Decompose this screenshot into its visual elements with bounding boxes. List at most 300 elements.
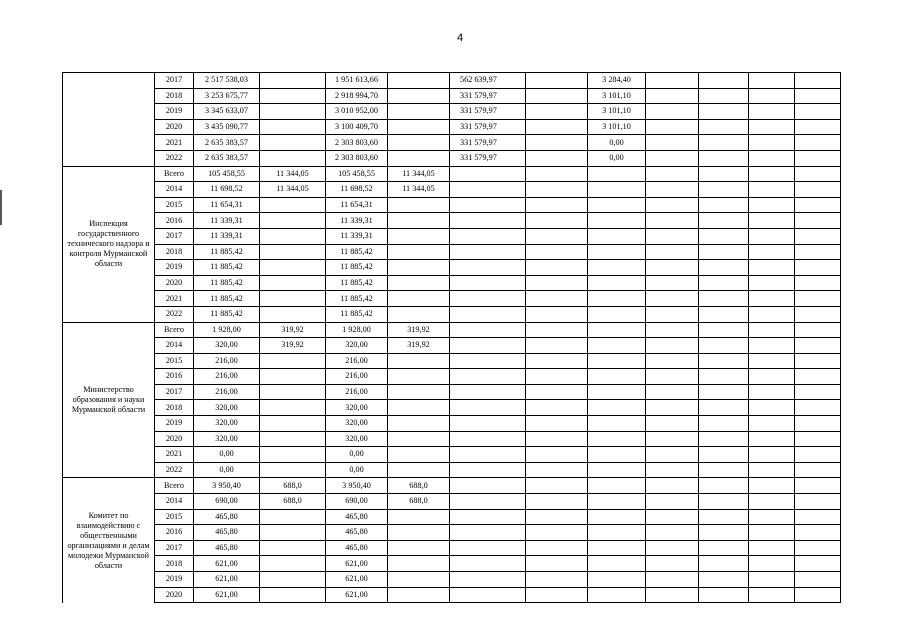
year-cell: 2015 — [155, 509, 194, 525]
amount-cell-c11 — [795, 556, 841, 572]
amount-cell-c1: 3 345 633,07 — [194, 104, 260, 120]
amount-cell-c6 — [526, 353, 588, 369]
amount-cell-c11 — [795, 431, 841, 447]
amount-cell-c6 — [526, 338, 588, 354]
amount-cell-c2 — [260, 556, 326, 572]
amount-cell-c7 — [588, 416, 646, 432]
amount-cell-c3: 11 339,31 — [326, 213, 388, 229]
amount-cell-c4 — [388, 104, 450, 120]
amount-cell-c10 — [749, 119, 795, 135]
amount-cell-c6 — [526, 275, 588, 291]
amount-cell-c3: 11 885,42 — [326, 275, 388, 291]
year-cell: 2014 — [155, 182, 194, 198]
amount-cell-c1: 11 654,31 — [194, 197, 260, 213]
year-cell: 2019 — [155, 104, 194, 120]
amount-cell-c9 — [699, 400, 749, 416]
amount-cell-c8 — [646, 416, 699, 432]
amount-cell-c9 — [699, 509, 749, 525]
amount-cell-c5 — [450, 369, 526, 385]
amount-cell-c3: 3 010 952,00 — [326, 104, 388, 120]
amount-cell-c11 — [795, 338, 841, 354]
amount-cell-c1: 320,00 — [194, 431, 260, 447]
amount-cell-c7 — [588, 400, 646, 416]
year-cell: 2019 — [155, 572, 194, 588]
year-cell: 2021 — [155, 291, 194, 307]
amount-cell-c4 — [388, 244, 450, 260]
amount-cell-c2 — [260, 462, 326, 478]
amount-cell-c5 — [450, 556, 526, 572]
amount-cell-c5 — [450, 447, 526, 463]
amount-cell-c8 — [646, 244, 699, 260]
amount-cell-c11 — [795, 197, 841, 213]
amount-cell-c5 — [450, 182, 526, 198]
amount-cell-c3: 216,00 — [326, 384, 388, 400]
amount-cell-c2 — [260, 150, 326, 166]
amount-cell-c1: 465,80 — [194, 540, 260, 556]
table-row — [63, 556, 841, 572]
amount-cell-c2: 11 344,05 — [260, 182, 326, 198]
amount-cell-c4 — [388, 73, 450, 89]
amount-cell-c9 — [699, 244, 749, 260]
amount-cell-c4 — [388, 509, 450, 525]
amount-cell-c3: 621,00 — [326, 587, 388, 603]
amount-cell-c3: 11 885,42 — [326, 306, 388, 322]
amount-cell-c6 — [526, 509, 588, 525]
amount-cell-c3: 11 885,42 — [326, 260, 388, 276]
amount-cell-c3: 2 918 994,70 — [326, 88, 388, 104]
year-cell: Всего — [155, 166, 194, 182]
amount-cell-c4 — [388, 369, 450, 385]
amount-cell-c8 — [646, 572, 699, 588]
amount-cell-c6 — [526, 431, 588, 447]
amount-cell-c1: 11 339,31 — [194, 228, 260, 244]
amount-cell-c8 — [646, 384, 699, 400]
amount-cell-c9 — [699, 587, 749, 603]
amount-cell-c4: 319,92 — [388, 322, 450, 338]
amount-cell-c4 — [388, 150, 450, 166]
amount-cell-c6 — [526, 322, 588, 338]
amount-cell-c4 — [388, 135, 450, 151]
amount-cell-c5 — [450, 338, 526, 354]
amount-cell-c11 — [795, 166, 841, 182]
year-cell: 2014 — [155, 494, 194, 510]
year-cell: 2021 — [155, 135, 194, 151]
table-row — [63, 182, 841, 198]
amount-cell-c9 — [699, 416, 749, 432]
year-cell: 2018 — [155, 88, 194, 104]
margin-mark — [0, 190, 2, 225]
amount-cell-c4 — [388, 88, 450, 104]
amount-cell-c4 — [388, 384, 450, 400]
year-cell: 2022 — [155, 306, 194, 322]
amount-cell-c6 — [526, 104, 588, 120]
amount-cell-c5: 562 639,97 — [450, 73, 526, 89]
amount-cell-c6 — [526, 400, 588, 416]
amount-cell-c7 — [588, 182, 646, 198]
amount-cell-c3: 465,80 — [326, 509, 388, 525]
amount-cell-c4 — [388, 197, 450, 213]
amount-cell-c9 — [699, 291, 749, 307]
amount-cell-c6 — [526, 416, 588, 432]
amount-cell-c2 — [260, 416, 326, 432]
amount-cell-c6 — [526, 260, 588, 276]
amount-cell-c9 — [699, 384, 749, 400]
amount-cell-c3: 11 339,31 — [326, 228, 388, 244]
year-cell: 2016 — [155, 369, 194, 385]
table-row — [63, 291, 841, 307]
amount-cell-c6 — [526, 135, 588, 151]
amount-cell-c9 — [699, 119, 749, 135]
amount-cell-c1: 216,00 — [194, 353, 260, 369]
amount-cell-c2 — [260, 119, 326, 135]
year-cell: 2021 — [155, 447, 194, 463]
amount-cell-c8 — [646, 540, 699, 556]
amount-cell-c10 — [749, 213, 795, 229]
amount-cell-c7: 0,00 — [588, 150, 646, 166]
amount-cell-c10 — [749, 587, 795, 603]
amount-cell-c9 — [699, 447, 749, 463]
amount-cell-c1: 216,00 — [194, 384, 260, 400]
amount-cell-c3: 11 885,42 — [326, 244, 388, 260]
amount-cell-c8 — [646, 150, 699, 166]
amount-cell-c8 — [646, 213, 699, 229]
year-cell: 2020 — [155, 587, 194, 603]
table-row — [63, 400, 841, 416]
amount-cell-c6 — [526, 306, 588, 322]
amount-cell-c10 — [749, 525, 795, 541]
amount-cell-c5 — [450, 509, 526, 525]
amount-cell-c8 — [646, 182, 699, 198]
table-row — [63, 260, 841, 276]
amount-cell-c10 — [749, 322, 795, 338]
amount-cell-c5 — [450, 494, 526, 510]
amount-cell-c4 — [388, 556, 450, 572]
amount-cell-c8 — [646, 135, 699, 151]
amount-cell-c2: 688,0 — [260, 478, 326, 494]
amount-cell-c5 — [450, 275, 526, 291]
amount-cell-c1: 11 339,31 — [194, 213, 260, 229]
amount-cell-c2 — [260, 509, 326, 525]
table-row — [63, 416, 841, 432]
amount-cell-c10 — [749, 369, 795, 385]
amount-cell-c9 — [699, 104, 749, 120]
amount-cell-c2 — [260, 525, 326, 541]
amount-cell-c4 — [388, 587, 450, 603]
amount-cell-c10 — [749, 197, 795, 213]
amount-cell-c4 — [388, 119, 450, 135]
amount-cell-c7: 3 101,10 — [588, 88, 646, 104]
amount-cell-c6 — [526, 478, 588, 494]
amount-cell-c11 — [795, 353, 841, 369]
amount-cell-c10 — [749, 447, 795, 463]
amount-cell-c2 — [260, 587, 326, 603]
amount-cell-c9 — [699, 213, 749, 229]
amount-cell-c8 — [646, 525, 699, 541]
amount-cell-c6 — [526, 197, 588, 213]
table-row — [63, 572, 841, 588]
amount-cell-c4 — [388, 306, 450, 322]
amount-cell-c9 — [699, 150, 749, 166]
amount-cell-c8 — [646, 338, 699, 354]
amount-cell-c2 — [260, 400, 326, 416]
amount-cell-c8 — [646, 119, 699, 135]
amount-cell-c8 — [646, 228, 699, 244]
year-cell: 2019 — [155, 416, 194, 432]
year-cell: 2020 — [155, 431, 194, 447]
amount-cell-c3: 690,00 — [326, 494, 388, 510]
amount-cell-c3: 320,00 — [326, 400, 388, 416]
amount-cell-c11 — [795, 119, 841, 135]
amount-cell-c1: 621,00 — [194, 572, 260, 588]
amount-cell-c1: 3 950,40 — [194, 478, 260, 494]
amount-cell-c4 — [388, 400, 450, 416]
amount-cell-c4: 688,0 — [388, 494, 450, 510]
amount-cell-c5 — [450, 197, 526, 213]
amount-cell-c3: 0,00 — [326, 462, 388, 478]
table-row — [63, 369, 841, 385]
amount-cell-c11 — [795, 369, 841, 385]
amount-cell-c10 — [749, 478, 795, 494]
amount-cell-c11 — [795, 213, 841, 229]
amount-cell-c5: 331 579,97 — [450, 119, 526, 135]
organization-name — [63, 73, 155, 167]
amount-cell-c1: 11 698,52 — [194, 182, 260, 198]
year-cell: 2020 — [155, 119, 194, 135]
amount-cell-c7: 0,00 — [588, 135, 646, 151]
amount-cell-c8 — [646, 197, 699, 213]
year-cell: 2015 — [155, 197, 194, 213]
amount-cell-c5 — [450, 213, 526, 229]
year-cell: 2018 — [155, 400, 194, 416]
amount-cell-c11 — [795, 275, 841, 291]
table-row — [63, 119, 841, 135]
amount-cell-c3: 216,00 — [326, 353, 388, 369]
amount-cell-c2: 11 344,05 — [260, 166, 326, 182]
amount-cell-c5 — [450, 291, 526, 307]
year-cell: 2017 — [155, 384, 194, 400]
table-row — [63, 166, 841, 182]
amount-cell-c7: 3 284,40 — [588, 73, 646, 89]
amount-cell-c1: 11 885,42 — [194, 244, 260, 260]
amount-cell-c10 — [749, 509, 795, 525]
amount-cell-c9 — [699, 275, 749, 291]
amount-cell-c5 — [450, 462, 526, 478]
amount-cell-c5 — [450, 400, 526, 416]
amount-cell-c7 — [588, 494, 646, 510]
amount-cell-c6 — [526, 73, 588, 89]
amount-cell-c4: 11 344,05 — [388, 182, 450, 198]
amount-cell-c6 — [526, 587, 588, 603]
amount-cell-c5 — [450, 431, 526, 447]
amount-cell-c4 — [388, 416, 450, 432]
amount-cell-c8 — [646, 275, 699, 291]
amount-cell-c10 — [749, 135, 795, 151]
amount-cell-c1: 465,80 — [194, 509, 260, 525]
amount-cell-c5: 331 579,97 — [450, 135, 526, 151]
amount-cell-c1: 621,00 — [194, 556, 260, 572]
amount-cell-c8 — [646, 306, 699, 322]
amount-cell-c2 — [260, 88, 326, 104]
amount-cell-c3: 11 654,31 — [326, 197, 388, 213]
amount-cell-c2 — [260, 104, 326, 120]
amount-cell-c7 — [588, 478, 646, 494]
amount-cell-c7 — [588, 369, 646, 385]
amount-cell-c9 — [699, 182, 749, 198]
amount-cell-c10 — [749, 182, 795, 198]
table-row — [63, 73, 841, 89]
amount-cell-c11 — [795, 182, 841, 198]
table-row — [63, 244, 841, 260]
amount-cell-c9 — [699, 135, 749, 151]
amount-cell-c2 — [260, 73, 326, 89]
amount-cell-c9 — [699, 338, 749, 354]
amount-cell-c4 — [388, 275, 450, 291]
amount-cell-c6 — [526, 572, 588, 588]
amount-cell-c5 — [450, 525, 526, 541]
amount-cell-c6 — [526, 182, 588, 198]
amount-cell-c10 — [749, 540, 795, 556]
amount-cell-c9 — [699, 306, 749, 322]
year-cell: Всего — [155, 478, 194, 494]
amount-cell-c3: 621,00 — [326, 556, 388, 572]
amount-cell-c9 — [699, 572, 749, 588]
amount-cell-c8 — [646, 478, 699, 494]
amount-cell-c1: 3 253 675,77 — [194, 88, 260, 104]
amount-cell-c11 — [795, 572, 841, 588]
amount-cell-c7 — [588, 213, 646, 229]
amount-cell-c1: 11 885,42 — [194, 275, 260, 291]
amount-cell-c6 — [526, 540, 588, 556]
year-cell: 2017 — [155, 228, 194, 244]
amount-cell-c5 — [450, 228, 526, 244]
amount-cell-c2 — [260, 572, 326, 588]
amount-cell-c11 — [795, 400, 841, 416]
amount-cell-c10 — [749, 228, 795, 244]
amount-cell-c11 — [795, 306, 841, 322]
table-row — [63, 104, 841, 120]
amount-cell-c2: 319,92 — [260, 338, 326, 354]
amount-cell-c8 — [646, 447, 699, 463]
table-row — [63, 88, 841, 104]
table-row — [63, 338, 841, 354]
amount-cell-c9 — [699, 462, 749, 478]
amount-cell-c3: 320,00 — [326, 416, 388, 432]
amount-cell-c7 — [588, 260, 646, 276]
amount-cell-c7 — [588, 572, 646, 588]
amount-cell-c4 — [388, 228, 450, 244]
table-row — [63, 447, 841, 463]
amount-cell-c10 — [749, 338, 795, 354]
amount-cell-c6 — [526, 462, 588, 478]
amount-cell-c6 — [526, 150, 588, 166]
amount-cell-c11 — [795, 244, 841, 260]
amount-cell-c5: 331 579,97 — [450, 104, 526, 120]
amount-cell-c2 — [260, 447, 326, 463]
amount-cell-c1: 11 885,42 — [194, 291, 260, 307]
amount-cell-c3: 621,00 — [326, 572, 388, 588]
amount-cell-c2 — [260, 291, 326, 307]
page-number: 4 — [456, 32, 464, 44]
amount-cell-c8 — [646, 260, 699, 276]
amount-cell-c9 — [699, 353, 749, 369]
amount-cell-c5: 331 579,97 — [450, 150, 526, 166]
year-cell: Всего — [155, 322, 194, 338]
amount-cell-c1: 105 458,55 — [194, 166, 260, 182]
amount-cell-c1: 621,00 — [194, 587, 260, 603]
amount-cell-c11 — [795, 478, 841, 494]
amount-cell-c7 — [588, 244, 646, 260]
amount-cell-c5 — [450, 587, 526, 603]
amount-cell-c7 — [588, 462, 646, 478]
amount-cell-c9 — [699, 228, 749, 244]
amount-cell-c3: 0,00 — [326, 447, 388, 463]
amount-cell-c5 — [450, 540, 526, 556]
amount-cell-c9 — [699, 369, 749, 385]
amount-cell-c8 — [646, 322, 699, 338]
amount-cell-c11 — [795, 73, 841, 89]
amount-cell-c8 — [646, 556, 699, 572]
amount-cell-c1: 2 517 538,03 — [194, 73, 260, 89]
amount-cell-c8 — [646, 462, 699, 478]
amount-cell-c2 — [260, 384, 326, 400]
amount-cell-c11 — [795, 291, 841, 307]
amount-cell-c1: 320,00 — [194, 416, 260, 432]
amount-cell-c8 — [646, 73, 699, 89]
amount-cell-c10 — [749, 556, 795, 572]
table-row — [63, 150, 841, 166]
amount-cell-c10 — [749, 260, 795, 276]
year-cell: 2022 — [155, 462, 194, 478]
amount-cell-c7 — [588, 447, 646, 463]
amount-cell-c11 — [795, 525, 841, 541]
amount-cell-c7: 3 101,10 — [588, 119, 646, 135]
amount-cell-c5 — [450, 166, 526, 182]
amount-cell-c7 — [588, 197, 646, 213]
amount-cell-c8 — [646, 104, 699, 120]
amount-cell-c3: 11 885,42 — [326, 291, 388, 307]
amount-cell-c11 — [795, 104, 841, 120]
amount-cell-c8 — [646, 400, 699, 416]
amount-cell-c8 — [646, 291, 699, 307]
amount-cell-c10 — [749, 88, 795, 104]
amount-cell-c2 — [260, 260, 326, 276]
budget-table — [62, 72, 841, 603]
amount-cell-c11 — [795, 540, 841, 556]
amount-cell-c8 — [646, 587, 699, 603]
amount-cell-c5 — [450, 478, 526, 494]
amount-cell-c5 — [450, 306, 526, 322]
amount-cell-c2: 319,92 — [260, 322, 326, 338]
amount-cell-c9 — [699, 431, 749, 447]
amount-cell-c2 — [260, 275, 326, 291]
table-row — [63, 322, 841, 338]
table-row — [63, 384, 841, 400]
amount-cell-c7 — [588, 306, 646, 322]
amount-cell-c9 — [699, 540, 749, 556]
amount-cell-c6 — [526, 244, 588, 260]
amount-cell-c9 — [699, 88, 749, 104]
amount-cell-c10 — [749, 494, 795, 510]
amount-cell-c7 — [588, 166, 646, 182]
amount-cell-c2 — [260, 540, 326, 556]
amount-cell-c2 — [260, 431, 326, 447]
amount-cell-c1: 2 635 383,57 — [194, 150, 260, 166]
amount-cell-c10 — [749, 166, 795, 182]
amount-cell-c2 — [260, 306, 326, 322]
amount-cell-c10 — [749, 73, 795, 89]
amount-cell-c3: 216,00 — [326, 369, 388, 385]
amount-cell-c11 — [795, 509, 841, 525]
